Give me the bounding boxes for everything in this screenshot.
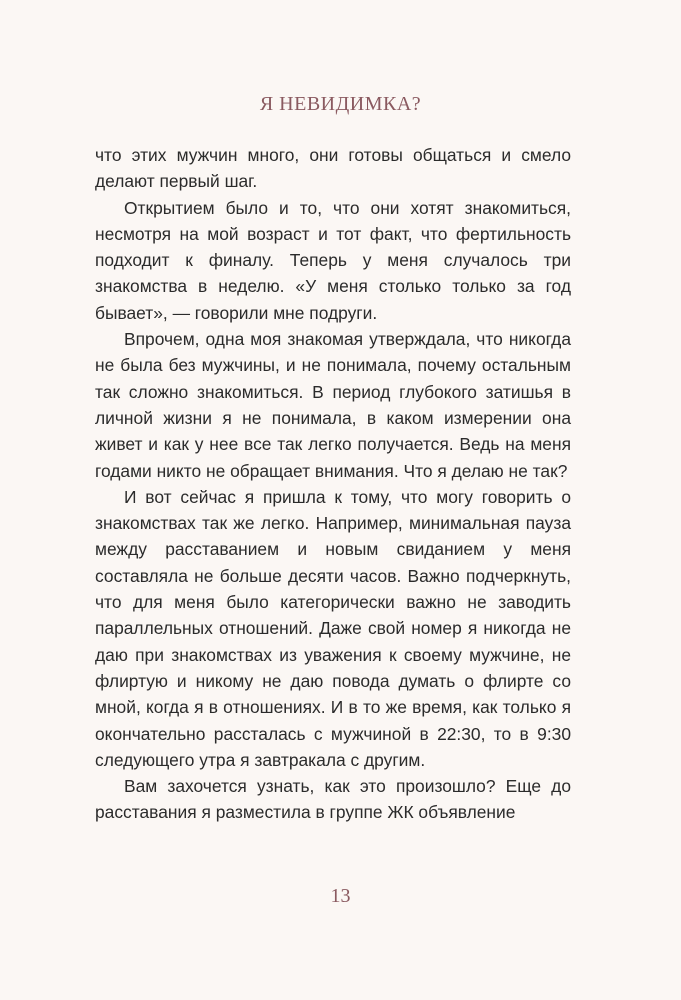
paragraph-1: что этих мужчин много, они готовы общаться и смело делают первый шаг. [95, 145, 571, 192]
paragraph-4: И вот сейчас я пришла к тому, что могу говорить о знакомствах так же легко. Например, минимальная пауза между расставанием и новым свиданием у меня составляла не больше десяти часов. Важно подчеркнуть, что для меня было категорически важно не заводить параллельных отношений. Даже свой номер я никогда не даю при знакомствах из уважения к своему мужчине, не флиртую и никому не даю повода думать о флирте со мной, когда я в отношениях. И в то же время, как только я окончательно рассталась с мужчиной в 22:30, то в 9:30 следующего утра я завтракала с другим. [95, 486, 571, 770]
page-number: 13 [330, 885, 351, 907]
paragraph-3: Впрочем, одна моя знакомая утверждала, что никогда не была без мужчины, и не понимала, почему остальным так сложно знакомиться. В период глубокого затишья в личной жизни я не понимала, в каком измерении она живет и как у нее все так легко получается. Ведь на меня годами никто не обращает внимания. Что я делаю не так? [95, 329, 571, 481]
running-head: Я НЕВИДИМКА? [259, 93, 422, 115]
paragraph-2: Открытием было и то, что они хотят знакомиться, несмотря на мой возраст и тот факт, что фертильность подходит к финалу. Теперь у меня случалось три знакомства в неделю. «У меня столько только за год бывает», — говорили мне подруги. [95, 197, 571, 323]
paragraph-5: Вам захочется узнать, как это произошло? Еще до расставания я разместила в группе ЖК объявление [95, 776, 571, 823]
body-text [95, 142, 571, 826]
